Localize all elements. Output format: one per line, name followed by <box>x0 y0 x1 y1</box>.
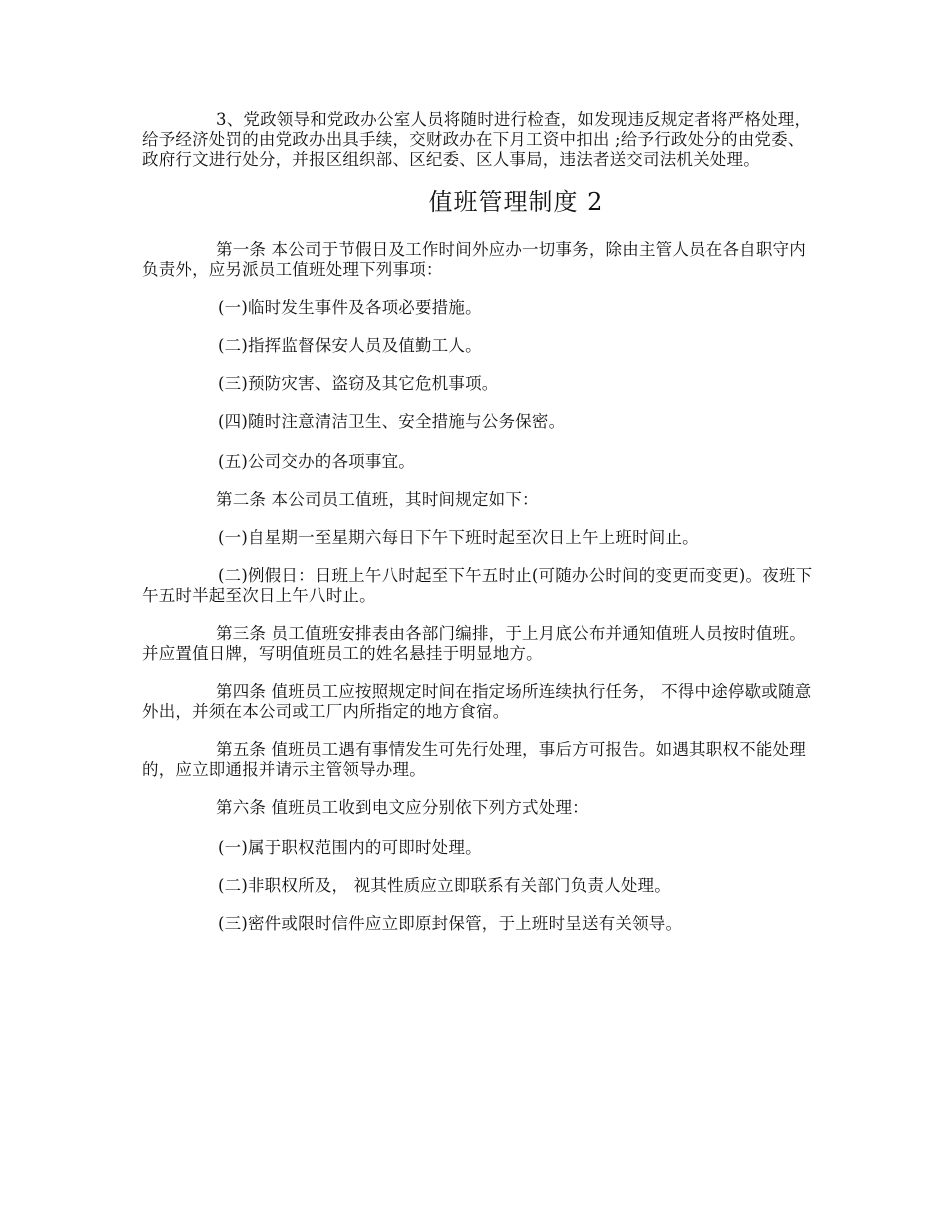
article-6-item-3: (三)密件或限时信件应立即原封保管，于上班时呈送有关领导。 <box>218 914 683 933</box>
article-6-item-1: (一)属于职权范围内的可即时处理。 <box>218 838 482 857</box>
article-5: 第五条 值班员工遇有事情发生可先行处理，事后方可报告。如遇其职权不能处理的，应立即通报并请示主管领导办理。 <box>142 740 806 779</box>
intro-paragraph: 3、党政领导和党政办公室人员将随时进行检查，如发现违反规定者将严格处理，给予经济处罚的由党政办出具手续，交财政办在下月工资中扣出 ;给予行政处分的由党委、政府行文进行处分，并报区组织部、区纪委、区人事局，违法者送交司法机关处理。 <box>142 110 812 169</box>
article-1-item-4: (四)随时注意清洁卫生、安全措施与公务保密。 <box>218 412 566 431</box>
article-1: 第一条 本公司于节假日及工作时间外应办一切事务，除由主管人员在各自职守内负责外，应另派员工值班处理下列事项： <box>142 240 806 279</box>
article-6: 第六条 值班员工收到电文应分别依下列方式处理： <box>216 798 589 817</box>
article-6-item-2: (二)非职权所及， 视其性质应立即联系有关部门负责人处理。 <box>218 876 671 895</box>
article-2-item-2: (二)例假日：日班上午八时起至下午五时止(可随办公时间的变更而变更)。夜班下午五时半起至次日上午八时止。 <box>142 566 813 605</box>
article-2-item-1: (一)自星期一至星期六每日下午下班时起至次日上午上班时间止。 <box>218 528 699 547</box>
article-1-item-2: (二)指挥监督保安人员及值勤工人。 <box>218 336 482 355</box>
document-page <box>142 110 814 934</box>
article-4: 第四条 值班员工应按照规定时间在指定场所连续执行任务， 不得中途停歇或随意外出，并须在本公司或工厂内所指定的地方食宿。 <box>142 682 812 721</box>
article-1-item-1: (一)临时发生事件及各项必要措施。 <box>218 298 482 317</box>
article-3: 第三条 员工值班安排表由各部门编排，于上月底公布并通知值班人员按时值班。并应置值日牌，写明值班员工的姓名悬挂于明显地方。 <box>142 624 806 663</box>
document-title: 值班管理制度 2 <box>428 188 604 216</box>
article-1-item-3: (三)预防灾害、盗窃及其它危机事项。 <box>218 374 499 393</box>
article-1-item-5: (五)公司交办的各项事宜。 <box>218 452 415 471</box>
article-2: 第二条 本公司员工值班，其时间规定如下： <box>216 490 539 509</box>
